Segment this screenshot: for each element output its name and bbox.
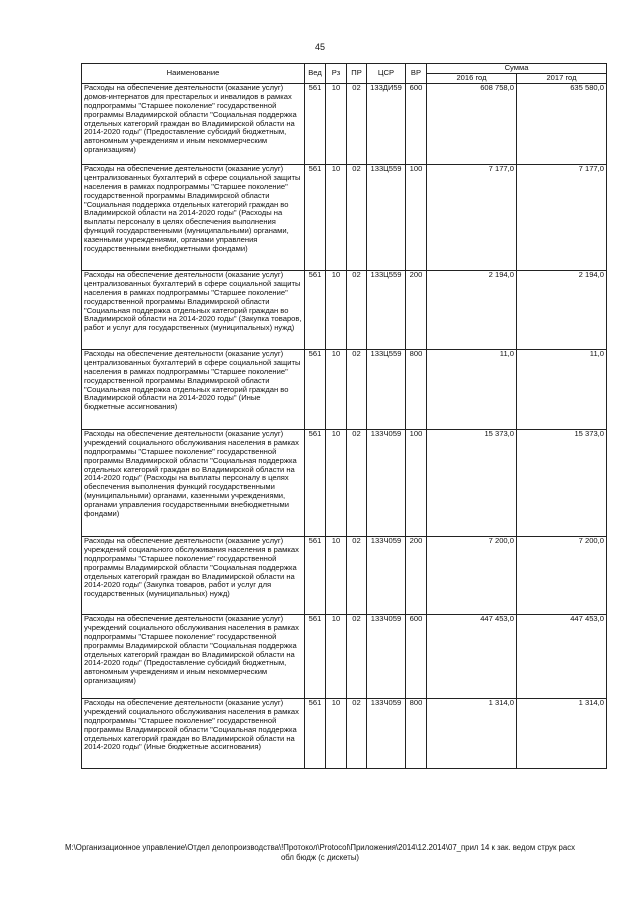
budget-table bbox=[81, 63, 607, 769]
table-row bbox=[82, 164, 607, 270]
header-year-2017: 2017 год bbox=[517, 73, 607, 83]
header-vr: ВР bbox=[406, 64, 427, 84]
row-name: Расходы на обеспечение деятельности (оказание услуг) централизованных бухгалтерий в сфере социальной защиты населения в рамках подпрограммы "Старшее поколение" государственной программы Владимирской области "Социальная поддержка отдельных категорий граждан во Владимирской области на 2014-2020 годы" (Иные бюджетные ассигнования) bbox=[82, 349, 305, 429]
header-sum: Сумма bbox=[427, 64, 607, 74]
header-csr: ЦСР bbox=[367, 64, 406, 84]
row-csr: 133ДИ59 bbox=[367, 83, 406, 164]
row-ved: 561 bbox=[305, 614, 326, 698]
row-rz: 10 bbox=[326, 536, 347, 614]
row-vr: 800 bbox=[406, 698, 427, 768]
row-pr: 02 bbox=[347, 349, 367, 429]
table-row bbox=[82, 83, 607, 164]
row-rz: 10 bbox=[326, 349, 347, 429]
row-vr: 600 bbox=[406, 83, 427, 164]
row-sum-2017: 1 314,0 bbox=[517, 698, 607, 768]
row-sum-2017: 15 373,0 bbox=[517, 429, 607, 536]
row-pr: 02 bbox=[347, 164, 367, 270]
row-sum-2016: 447 453,0 bbox=[427, 614, 517, 698]
table-row bbox=[82, 536, 607, 614]
row-vr: 100 bbox=[406, 164, 427, 270]
row-ved: 561 bbox=[305, 270, 326, 349]
row-pr: 02 bbox=[347, 698, 367, 768]
row-sum-2016: 7 200,0 bbox=[427, 536, 517, 614]
row-csr: 133Ч059 bbox=[367, 536, 406, 614]
header-name: Наименование bbox=[82, 64, 305, 84]
header-year-2016: 2016 год bbox=[427, 73, 517, 83]
row-sum-2017: 2 194,0 bbox=[517, 270, 607, 349]
row-sum-2017: 7 200,0 bbox=[517, 536, 607, 614]
row-sum-2016: 15 373,0 bbox=[427, 429, 517, 536]
row-ved: 561 bbox=[305, 698, 326, 768]
row-csr: 133Ч059 bbox=[367, 698, 406, 768]
row-pr: 02 bbox=[347, 536, 367, 614]
row-name: Расходы на обеспечение деятельности (оказание услуг) централизованных бухгалтерий в сфере социальной защиты населения в рамках подпрограммы "Старшее поколение" государственной программы Владимирской области "Социальная поддержка отдельных категорий граждан во Владимирской области на 2014-2020 годы" (Закупка товаров, работ и услуг для государственных (муниципальных) нужд) bbox=[82, 270, 305, 349]
row-csr: 133Ч059 bbox=[367, 429, 406, 536]
row-pr: 02 bbox=[347, 614, 367, 698]
row-pr: 02 bbox=[347, 83, 367, 164]
row-csr: 133Ч059 bbox=[367, 614, 406, 698]
row-ved: 561 bbox=[305, 83, 326, 164]
row-sum-2016: 608 758,0 bbox=[427, 83, 517, 164]
row-vr: 800 bbox=[406, 349, 427, 429]
row-name: Расходы на обеспечение деятельности (оказание услуг) учреждений социального обслуживания населения в рамках подпрограммы "Старшее поколение" государственной программы Владимирской области "Социальная поддержка отдельных категорий граждан во Владимирской области на 2014-2020 годы" (Предоставление субсидий бюджетным, автономным учреждениям и иным некоммерческим организациям) bbox=[82, 614, 305, 698]
header-ved: Вед bbox=[305, 64, 326, 84]
row-sum-2017: 7 177,0 bbox=[517, 164, 607, 270]
row-vr: 100 bbox=[406, 429, 427, 536]
row-rz: 10 bbox=[326, 429, 347, 536]
table-row bbox=[82, 614, 607, 698]
row-pr: 02 bbox=[347, 270, 367, 349]
row-rz: 10 bbox=[326, 164, 347, 270]
row-csr: 133Ц559 bbox=[367, 349, 406, 429]
row-ved: 561 bbox=[305, 349, 326, 429]
header-pr: ПР bbox=[347, 64, 367, 84]
row-sum-2017: 635 580,0 bbox=[517, 83, 607, 164]
row-vr: 200 bbox=[406, 536, 427, 614]
table-row bbox=[82, 429, 607, 536]
row-rz: 10 bbox=[326, 83, 347, 164]
row-pr: 02 bbox=[347, 429, 367, 536]
row-csr: 133Ц559 bbox=[367, 270, 406, 349]
row-csr: 133Ц559 bbox=[367, 164, 406, 270]
file-path-footer bbox=[0, 843, 640, 863]
row-name: Расходы на обеспечение деятельности (оказание услуг) централизованных бухгалтерий в сфере социальной защиты населения в рамках подпрограммы "Старшее поколение" государственной программы Владимирской области "Социальная поддержка отдельных категорий граждан во Владимирской области на 2014-2020 годы" (Расходы на выплаты персоналу в целях обеспечения выполнения функций государственными (муниципальными) органами, казенными учреждениями, органами управления государственными внебюджетными фондами) bbox=[82, 164, 305, 270]
row-sum-2016: 2 194,0 bbox=[427, 270, 517, 349]
header-rz: Рз bbox=[326, 64, 347, 84]
row-vr: 600 bbox=[406, 614, 427, 698]
row-ved: 561 bbox=[305, 164, 326, 270]
table-row bbox=[82, 698, 607, 768]
footer-line-2: обл бюдж (с дискеты) bbox=[280, 853, 360, 862]
row-sum-2016: 7 177,0 bbox=[427, 164, 517, 270]
row-sum-2017: 11,0 bbox=[517, 349, 607, 429]
table-body bbox=[82, 83, 607, 768]
row-sum-2017: 447 453,0 bbox=[517, 614, 607, 698]
row-sum-2016: 11,0 bbox=[427, 349, 517, 429]
row-ved: 561 bbox=[305, 536, 326, 614]
row-ved: 561 bbox=[305, 429, 326, 536]
table-row bbox=[82, 349, 607, 429]
row-sum-2016: 1 314,0 bbox=[427, 698, 517, 768]
row-name: Расходы на обеспечение деятельности (оказание услуг) учреждений социального обслуживания населения в рамках подпрограммы "Старшее поколение" государственной программы Владимирской области "Социальная поддержка отдельных категорий граждан во Владимирской области на 2014-2020 годы" (Иные бюджетные ассигнования) bbox=[82, 698, 305, 768]
row-rz: 10 bbox=[326, 698, 347, 768]
page-number: 45 bbox=[314, 42, 325, 52]
row-rz: 10 bbox=[326, 614, 347, 698]
row-name: Расходы на обеспечение деятельности (оказание услуг) учреждений социального обслуживания населения в рамках подпрограммы "Старшее поколение" государственной программы Владимирской области "Социальная поддержка отдельных категорий граждан во Владимирской области на 2014-2020 годы" (Закупка товаров, работ и услуг для государственных (муниципальных) нужд) bbox=[82, 536, 305, 614]
footer-line-1: M:\Организационное управление\Отдел делопроизводства\!Протокол\Protocol\Приложения\2014\12.2014\07_прил 14 к зак. ведом струк расх bbox=[64, 843, 576, 852]
row-vr: 200 bbox=[406, 270, 427, 349]
row-name: Расходы на обеспечение деятельности (оказание услуг) учреждений социального обслуживания населения в рамках подпрограммы "Старшее поколение" государственной программы Владимирской области "Социальная поддержка отдельных категорий граждан во Владимирской области на 2014-2020 годы" (Расходы на выплаты персоналу в целях обеспечения выполнения функций государственными (муниципальными) органами, казенными учреждениями, органами управления государственными внебюджетными фондами) bbox=[82, 429, 305, 536]
row-name: Расходы на обеспечение деятельности (оказание услуг) домов-интернатов для престарелых и инвалидов в рамках подпрограммы "Старшее поколение" государственной программы Владимирской области "Социальная поддержка отдельных категорий граждан во Владимирской области на 2014-2020 годы" (Предоставление субсидий бюджетным, автономным учреждениям и иным некоммерческим организациям) bbox=[82, 83, 305, 164]
row-rz: 10 bbox=[326, 270, 347, 349]
table-row bbox=[82, 270, 607, 349]
